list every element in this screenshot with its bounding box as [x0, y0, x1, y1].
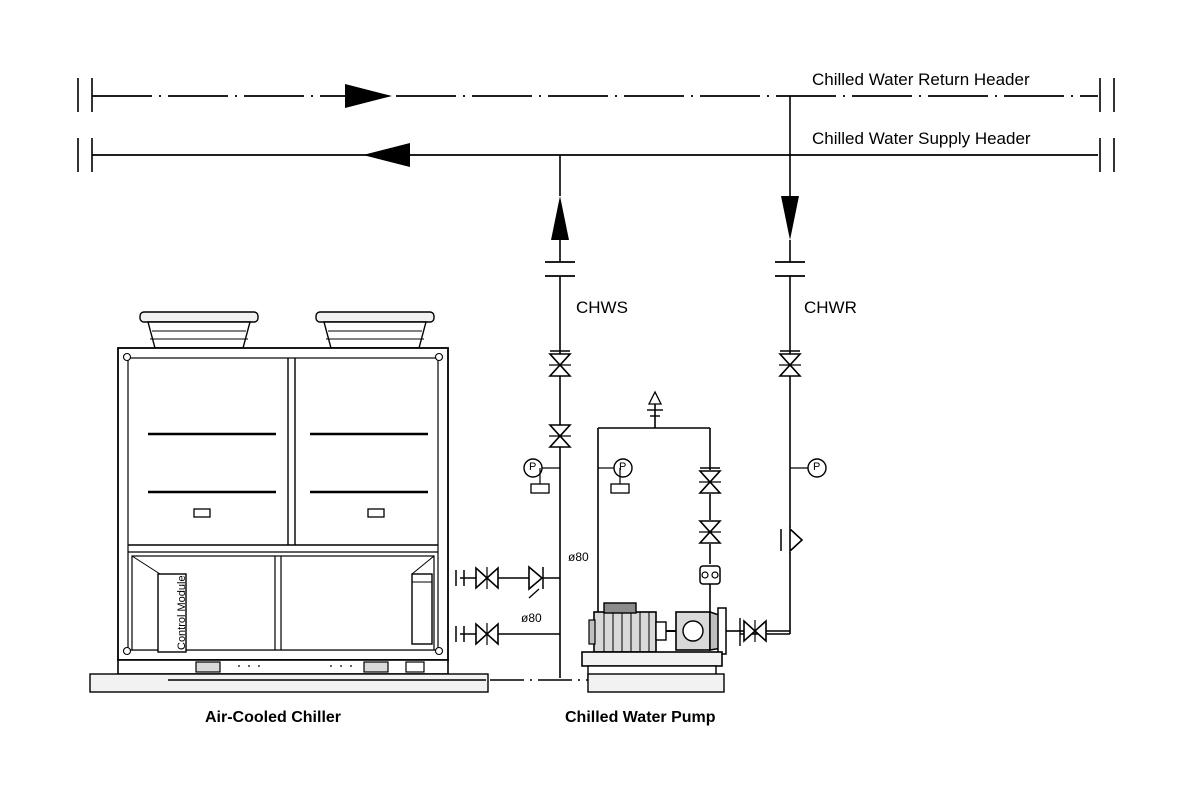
chilled-water-supply-header-label: Chilled Water Supply Header: [812, 129, 1031, 148]
pressure-gauge-chws-label: P: [529, 461, 537, 473]
control-module-label: Control Module: [176, 575, 188, 650]
chilled-water-pump-symbol: [582, 603, 790, 680]
chiller-fan-2: [316, 312, 434, 348]
pressure-gauge-chwr: [790, 459, 826, 477]
pressure-gauge-pump-suction: [598, 459, 632, 493]
chwr-label: CHWR: [804, 298, 857, 317]
chws-size-label: ø80: [568, 550, 589, 564]
chwr-riser: [740, 96, 805, 634]
chiller-outlet-size-label: ø80: [521, 611, 542, 625]
pump-suction-loop: [598, 392, 721, 634]
pressure-gauge-chwr-label: P: [813, 461, 821, 473]
chilled-water-pump-label: Chilled Water Pump: [565, 709, 716, 726]
air-cooled-chiller-label: Air-Cooled Chiller: [205, 709, 342, 726]
chws-riser: [460, 155, 575, 678]
chiller-fan-1: [140, 312, 258, 348]
chws-label: CHWS: [576, 298, 628, 317]
chilled-water-return-header-label: Chilled Water Return Header: [812, 70, 1030, 89]
pressure-gauge-pump-suction-label: P: [619, 461, 627, 473]
